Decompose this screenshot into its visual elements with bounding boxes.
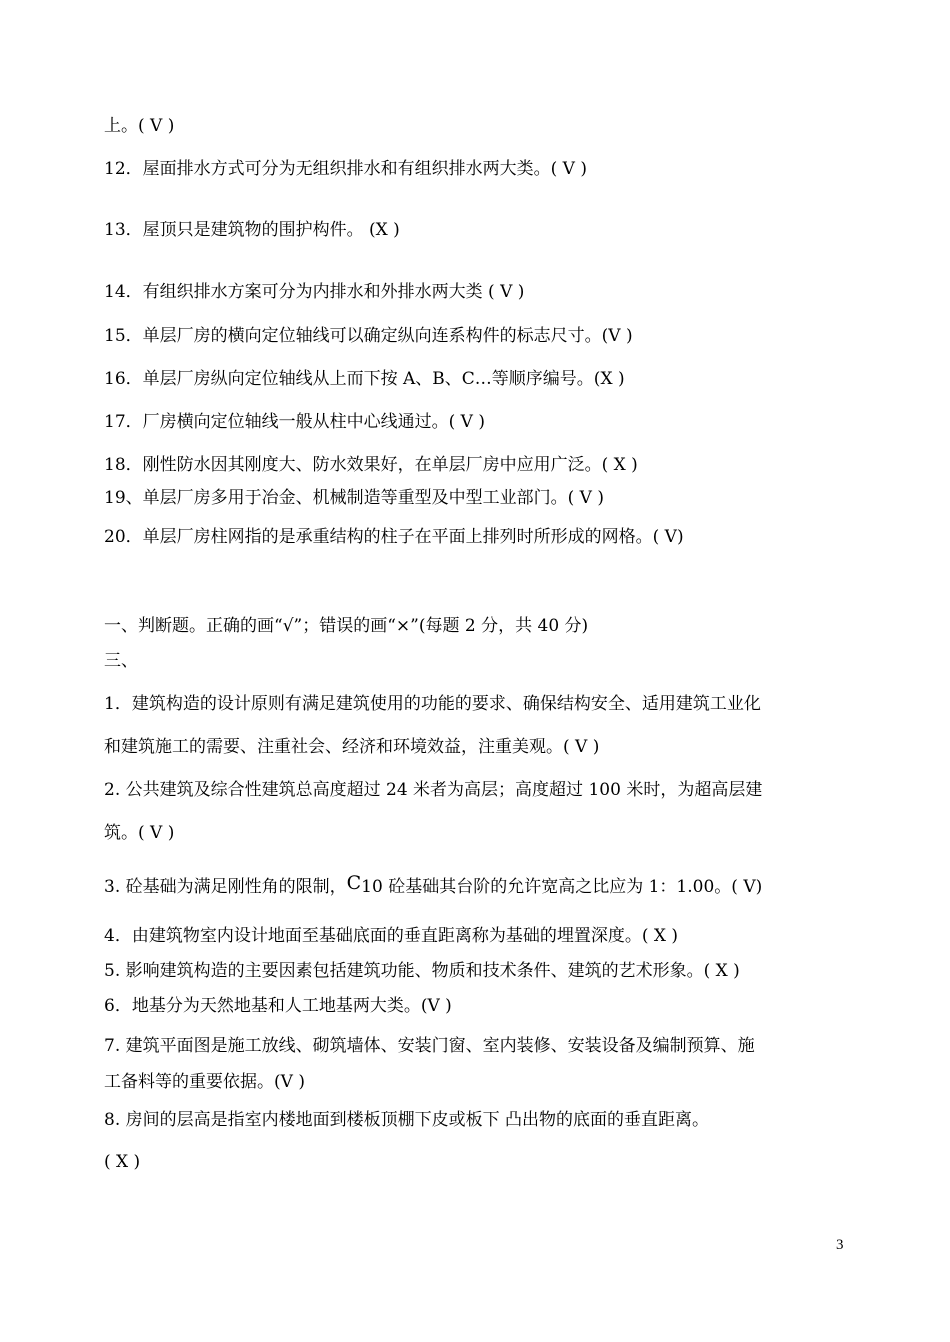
statement-7: 7. 建筑平面图是施工放线、砌筑墙体、安装门窗、室内装修、安装设备及编制预算、施 [104, 1036, 755, 1056]
page-number: 3 [836, 1237, 844, 1253]
statement-16: 16．单层厂房纵向定位轴线从上而下按 A、B、C…等顺序编号。(X ) [104, 369, 625, 389]
statement-20: 20．单层厂房柱网指的是承重结构的柱子在平面上排列时所形成的网格。( V) [104, 527, 684, 547]
statement-8-cont: ( X ) [104, 1152, 141, 1172]
statement-19: 19、单层厂房多用于冶金、机械制造等重型及中型工业部门。( V ) [104, 488, 604, 508]
statement-14: 14．有组织排水方案可分为内排水和外排水两大类 ( V ) [104, 282, 525, 302]
statement-3 [104, 872, 763, 898]
concrete-grade-letter: C [346, 872, 362, 894]
statement-1: 1．建筑构造的设计原则有满足建筑使用的功能的要求、确保结构安全、适用建筑工业化 [104, 694, 761, 714]
section-heading: 一、判断题。正确的画“√”；错误的画“×”(每题 2 分，共 40 分) [104, 616, 589, 636]
statement-8: 8. 房间的层高是指室内楼地面到楼板顶棚下皮或板下 凸出物的底面的垂直距离。 [104, 1110, 710, 1130]
statement-6: 6．地基分为天然地基和人工地基两大类。(V ) [104, 996, 452, 1016]
statement-18: 18．刚性防水因其刚度大、防水效果好，在单层厂房中应用广泛。( X ) [104, 455, 638, 475]
statement-15: 15．单层厂房的横向定位轴线可以确定纵向连系构件的标志尺寸。(V ) [104, 326, 633, 346]
statement-1-cont: 和建筑施工的需要、注重社会、经济和环境效益，注重美观。( V ) [104, 737, 600, 757]
statement-2: 2. 公共建筑及综合性建筑总高度超过 24 米者为高层；高度超过 100 米时，为超高层建 [104, 780, 763, 800]
statement-3-part1: 3. 砼基础为满足刚性角的限制， [104, 877, 347, 897]
statement-5: 5. 影响建筑构造的主要因素包括建筑功能、物质和技术条件、建筑的艺术形象。( X ) [104, 961, 740, 981]
statement-3-part2: 10 砼基础其台阶的允许宽高之比应为 1：1.00。( V) [361, 877, 763, 897]
statement-2-cont: 筑。( V ) [104, 823, 175, 843]
statement-7-cont: 工备料等的重要依据。(V ) [104, 1072, 305, 1092]
section-number: 三、 [104, 651, 138, 671]
statement-13: 13．屋顶只是建筑物的围护构件。 (X ) [104, 220, 400, 240]
statement-17: 17．厂房横向定位轴线一般从柱中心线通过。( V ) [104, 412, 485, 432]
statement-4: 4．由建筑物室内设计地面至基础底面的垂直距离称为基础的埋置深度。( X ) [104, 926, 678, 946]
statement-12: 12．屋面排水方式可分为无组织排水和有组织排水两大类。( V ) [104, 159, 587, 179]
text-line: 上。( V ) [104, 116, 175, 136]
